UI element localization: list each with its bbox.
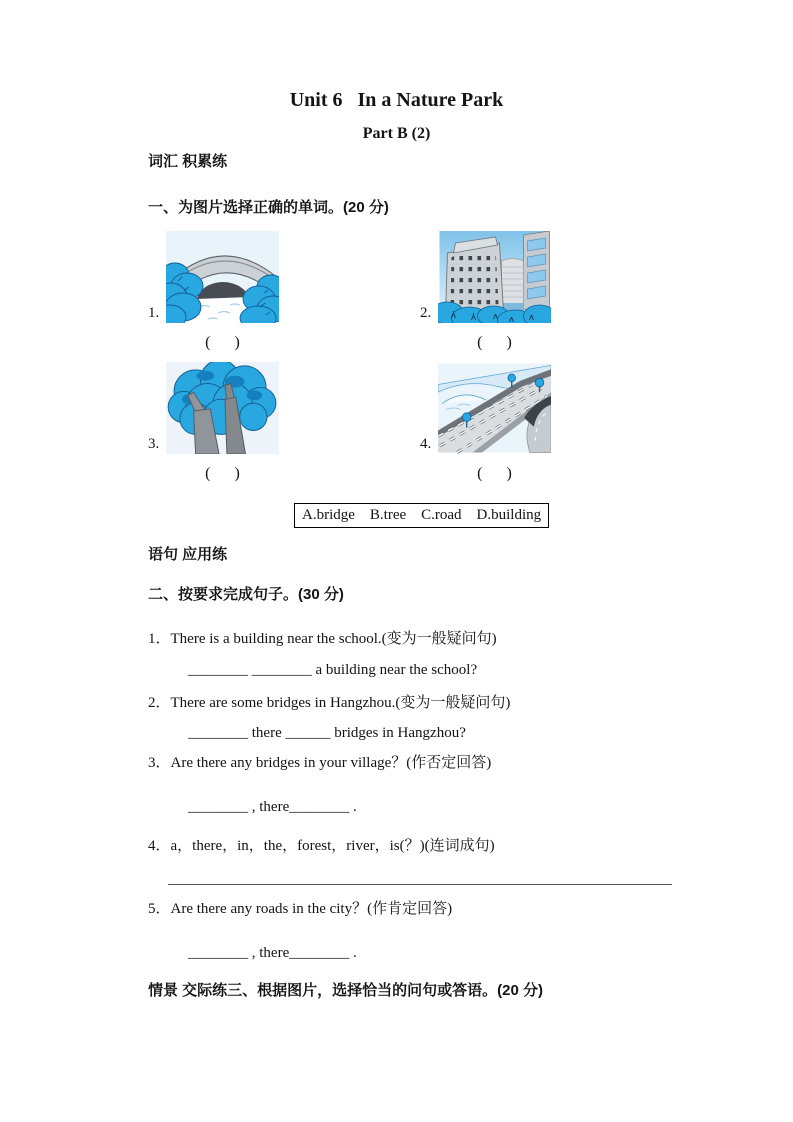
picture-item-4 (420, 362, 705, 493)
question-2-prompt: 2．There are some bridges in Hangzhou.(变为一般疑问句) (148, 695, 511, 711)
tree-image (166, 362, 279, 454)
heading-vocab: 一、为图片选择正确的单词。(20 分) (148, 199, 389, 216)
picture-item-1 (148, 231, 420, 362)
section-label-scene: 情景 交际练 (148, 982, 228, 999)
picture-number: 1. (148, 305, 160, 321)
building-image (438, 231, 551, 323)
heading-scene: 三、根据图片，选择恰当的问句或答语。(20 分) (227, 982, 544, 999)
section-label-sentence: 语句 应用练 (148, 546, 228, 563)
answer-paren-4: ( ) (477, 465, 512, 482)
page-title: Unit 6 In a Nature Park (289, 89, 504, 111)
picture-number: 2. (420, 305, 432, 321)
question-1-prompt: 1．There is a building near the school.(变为一般疑问句) (148, 631, 497, 647)
answer-paren-1: ( ) (205, 334, 240, 351)
picture-number: 4. (420, 436, 432, 452)
picture-item-3 (148, 362, 420, 493)
road-image (438, 362, 551, 454)
question-5-prompt: 5．Are there any roads in the city？(作肯定回答) (148, 901, 453, 917)
question-2-answer: ________ there ______ bridges in Hangzhou? (188, 725, 466, 741)
bridge-image (166, 231, 279, 323)
question-4-prompt: 4．a，there，in，the，forest，river，is(？)(连词成句) (148, 838, 495, 854)
question-1-answer: ________ ________ a building near the school? (188, 662, 478, 678)
question-4-answer-line (168, 884, 672, 885)
picture-item-2 (420, 231, 705, 362)
answer-paren-3: ( ) (205, 465, 240, 482)
picture-grid (148, 231, 705, 493)
question-3-prompt: 3．Are there any bridges in your village？(作否定回答) (148, 755, 492, 771)
question-3-answer: ________ , there________ . (188, 799, 357, 815)
section-line-scene (148, 982, 705, 1000)
question-5-answer: ________ , there________ . (188, 945, 357, 961)
page-subtitle: Part B (2) (362, 125, 431, 142)
worksheet-content (0, 153, 793, 1000)
picture-number: 3. (148, 436, 160, 452)
answer-paren-2: ( ) (477, 334, 512, 351)
word-bank: A.bridge B.tree C.road D.building (294, 503, 549, 528)
heading-sentence: 二、按要求完成句子。(30 分) (148, 586, 344, 603)
question-list (148, 630, 705, 962)
section-label-vocab: 词汇 积累练 (148, 153, 228, 170)
